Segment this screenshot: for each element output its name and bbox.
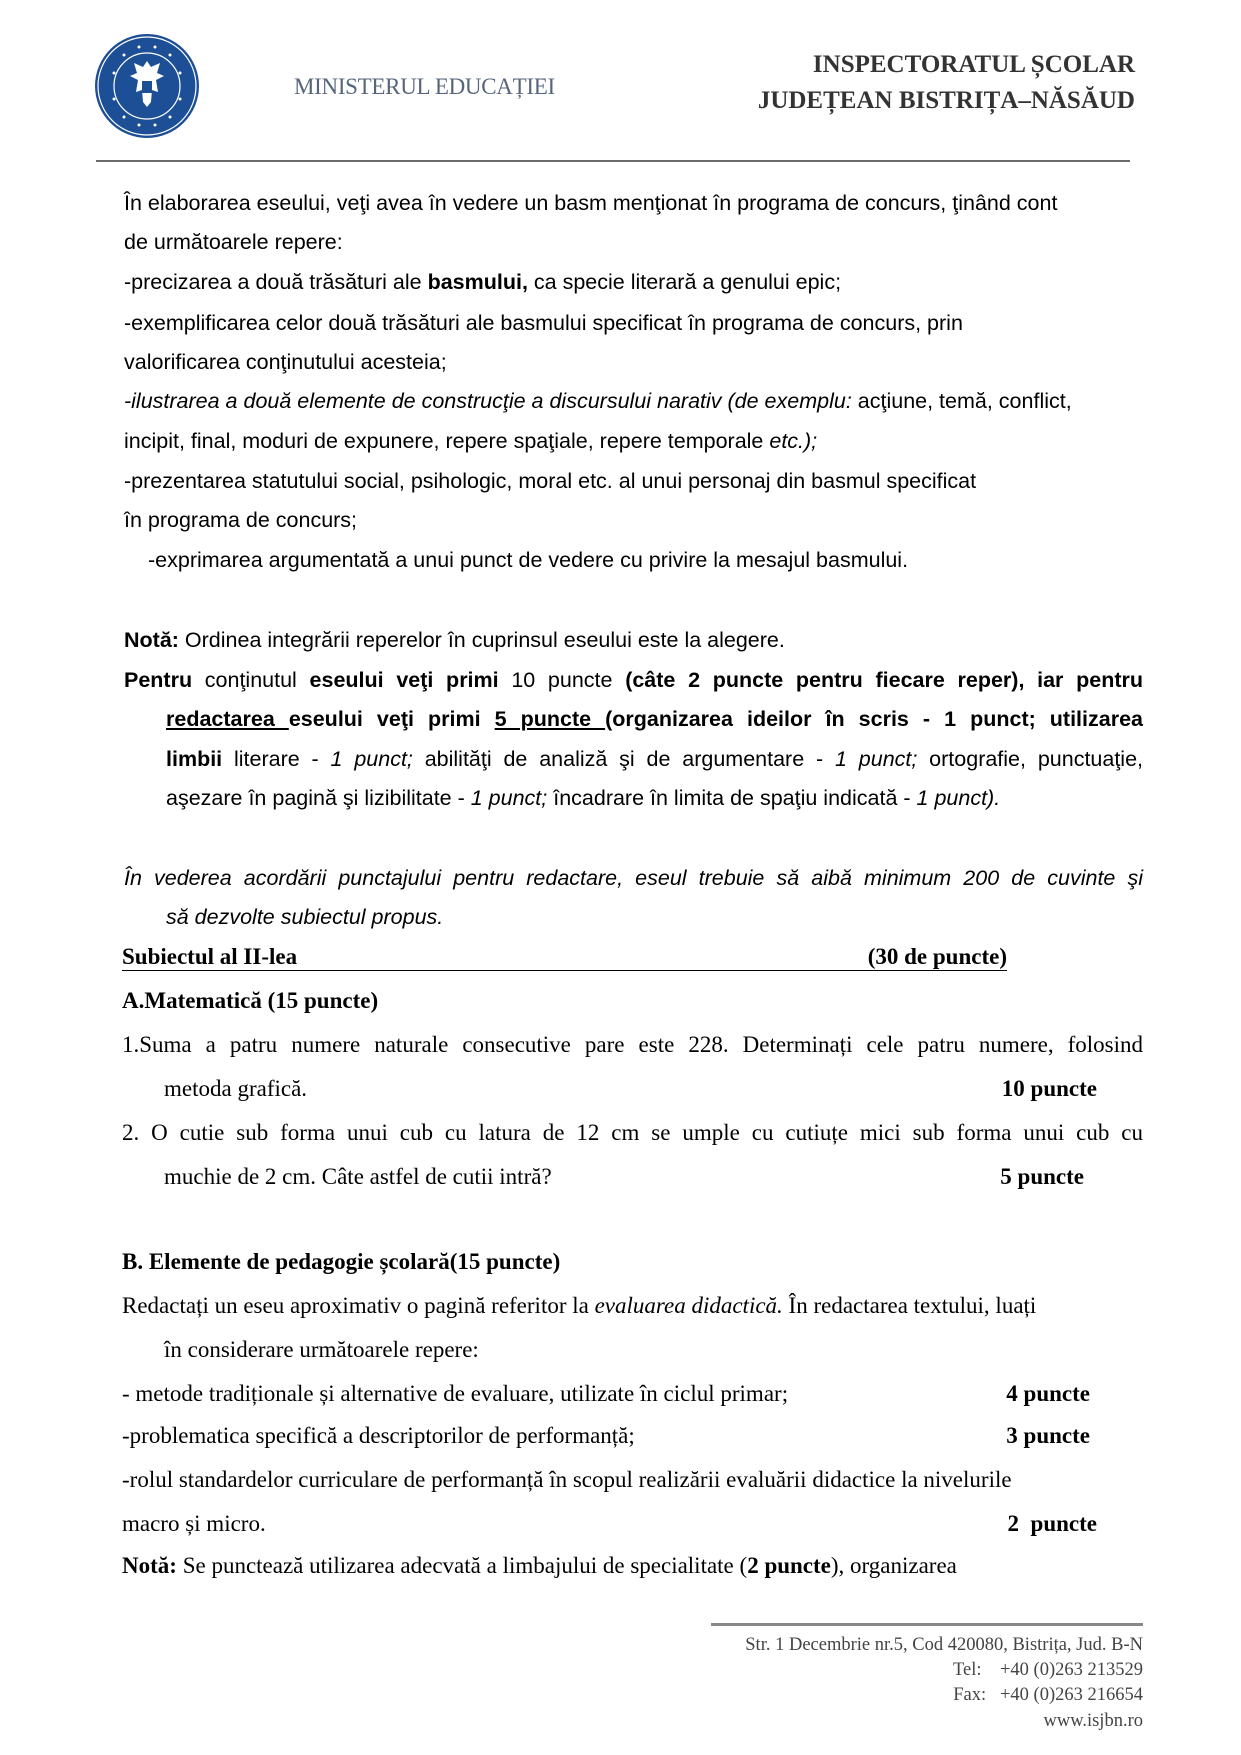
- text-segment: Redactați un eseu aproximativ o pagină referitor la: [122, 1293, 595, 1318]
- text-segment: în considerare următoarele repere:: [164, 1337, 479, 1362]
- text-segment: literare -: [222, 747, 331, 771]
- text-segment: 10 puncte: [498, 668, 626, 692]
- text-line: [124, 665, 1143, 695]
- text-line: [124, 505, 357, 535]
- text-segment: În redactarea textului, luați: [782, 1293, 1037, 1318]
- text-segment: în programa de concurs;: [124, 508, 358, 532]
- subject-2-title: Subiectul al II-lea: [122, 944, 298, 969]
- text-line: [124, 863, 1143, 893]
- text-segment: -prezentarea statutului social, psihologic, moral etc. al unui personaj din basmul specificat: [124, 469, 977, 493]
- text-segment: -exemplificarea celor două trăsături ale basmului specificat în programa de concurs, prin: [124, 311, 963, 335]
- text-segment: acţiune, temă, conflict,: [851, 389, 1072, 413]
- text-line: [124, 347, 447, 377]
- text-segment: Ordinea integrării reperelor în cuprinsul eseului este la alegere.: [178, 628, 785, 652]
- header-divider: [96, 160, 1130, 162]
- text-line: [122, 1291, 1036, 1321]
- text-segment: conţinutul: [192, 668, 310, 692]
- text-line: [166, 744, 1143, 774]
- text-line: [122, 1509, 266, 1539]
- text-segment: de următoarele repere:: [124, 230, 343, 254]
- text-segment: Se punctează utilizarea adecvată a limbajului de specialitate (: [176, 1553, 748, 1578]
- points-reper-2: 3 puncte: [1006, 1423, 1090, 1448]
- text-segment: -exprimarea argumentată a unui punct de vedere cu privire la mesajul basmului.: [148, 548, 909, 572]
- text-line: [122, 1118, 1143, 1148]
- text-line: [164, 1335, 479, 1365]
- text-segment: evaluarea didactică.: [594, 1293, 783, 1318]
- text-segment: B. Elemente de pedagogie școlară(15 puncte): [122, 1249, 561, 1274]
- text-line: [166, 783, 1000, 813]
- text-line: [124, 227, 343, 257]
- text-segment: Pentru: [124, 668, 193, 692]
- text-segment: aşezare în pagină şi lizibilitate -: [166, 786, 471, 810]
- text-segment: încadrare în limita de spaţiu indicată -: [547, 786, 917, 810]
- text-line: [124, 308, 963, 338]
- text-line: [166, 704, 1143, 734]
- text-segment: eseului veţi primi: [309, 668, 499, 692]
- text-line: [122, 1465, 1012, 1495]
- text-segment: 1 punct;: [470, 786, 548, 810]
- text-line: [122, 1421, 635, 1451]
- text-segment: 2. O cutie sub forma unui cub cu latura de 12 cm se umple cu cutiuțe mici sub forma unui cub cu: [122, 1120, 1143, 1145]
- text-segment: - metode tradiționale și alternative de evaluare, utilizate în ciclul primar;: [122, 1381, 789, 1406]
- text-line: [122, 1030, 1143, 1060]
- ministry-name: MINISTERUL EDUCAȚIEI: [294, 74, 555, 99]
- text-line: [148, 545, 908, 575]
- text-segment: (câte 2 puncte pentru fiecare reper), iar pentru: [625, 668, 1143, 692]
- text-segment: macro și micro.: [122, 1511, 266, 1536]
- footer-phone: Tel: +40 (0)263 213529: [952, 1660, 1143, 1680]
- text-segment: -precizarea a două trăsături ale: [124, 270, 428, 294]
- text-segment: A.Matematică (15 puncte): [122, 988, 379, 1013]
- text-line: [124, 188, 1057, 218]
- text-segment: Notă:: [122, 1553, 177, 1578]
- text-line: [124, 267, 841, 297]
- text-segment: muchie de 2 cm. Câte astfel de cutii intră?: [164, 1164, 552, 1189]
- text-line: [122, 986, 378, 1016]
- text-line: [124, 466, 976, 496]
- text-line: [124, 386, 1072, 416]
- text-segment: 1.Suma a patru numere naturale consecutive pare este 228. Determinați cele patru numere, folosind: [122, 1032, 1143, 1057]
- text-segment: Notă:: [124, 628, 179, 652]
- points-math-2: 5 puncte: [1000, 1164, 1084, 1189]
- text-segment: 5 puncte: [494, 707, 606, 731]
- text-segment: redactarea: [166, 707, 289, 731]
- footer-divider: [711, 1623, 1143, 1626]
- points-reper-3: 2 puncte: [1007, 1511, 1097, 1536]
- text-segment: abilităţi de analiză şi de argumentare -: [412, 747, 835, 771]
- text-line: [164, 1162, 552, 1192]
- text-segment: -rolul standardelor curriculare de performanță în scopul realizării evaluării didactice la nivelurile: [122, 1467, 1012, 1492]
- text-line: [124, 625, 785, 655]
- inspectorate-name-line1: INSPECTORATUL ȘCOLAR: [812, 51, 1135, 78]
- text-line: [122, 1551, 957, 1581]
- text-line: [122, 1247, 560, 1277]
- text-segment: eseului veţi primi: [288, 707, 495, 731]
- text-segment: incipit, final, moduri de expunere, repere spaţiale, repere temporale: [124, 429, 770, 453]
- text-line: [166, 902, 443, 932]
- footer-address: Str. 1 Decembrie nr.5, Cod 420080, Bistrița, Jud. B-N: [745, 1635, 1143, 1655]
- points-reper-1: 4 puncte: [1006, 1381, 1090, 1406]
- footer-fax: Fax: +40 (0)263 216654: [953, 1685, 1143, 1705]
- text-segment: ca specie literară a genului epic;: [527, 270, 842, 294]
- text-segment: 1 punct;: [330, 747, 413, 771]
- subject-2-points: (30 de puncte): [867, 944, 1007, 969]
- text-line: [122, 1379, 788, 1409]
- text-segment: ortografie, punctuaţie,: [917, 747, 1144, 771]
- text-line: [124, 426, 817, 456]
- text-segment: 2 puncte: [747, 1553, 831, 1578]
- text-segment: ), organizarea: [830, 1553, 957, 1578]
- text-segment: 1 punct).: [916, 786, 1001, 810]
- text-segment: În elaborarea eseului, veţi avea în vedere un basm menţionat în programa de concurs, ţinând cont: [124, 191, 1058, 215]
- points-math-1: 10 puncte: [1001, 1076, 1097, 1101]
- text-segment: 1 punct;: [835, 747, 918, 771]
- footer-website[interactable]: www.isjbn.ro: [1043, 1711, 1143, 1731]
- text-segment: valorificarea conţinutului acesteia;: [124, 350, 447, 374]
- text-segment: (organizarea ideilor în scris - 1 punct; utilizarea: [605, 707, 1143, 731]
- subject-2-heading: [122, 944, 1007, 971]
- text-segment: etc.);: [769, 429, 818, 453]
- text-segment: limbii: [166, 747, 223, 771]
- text-segment: metoda grafică.: [164, 1076, 308, 1101]
- text-line: [164, 1074, 307, 1104]
- text-segment: să dezvolte subiectul propus.: [166, 905, 444, 929]
- text-segment: -ilustrarea a două elemente de construcţie a discursului narativ (de exemplu:: [124, 389, 852, 413]
- text-segment: basmului,: [427, 270, 528, 294]
- text-segment: În vederea acordării punctajului pentru redactare, eseul trebuie să aibă minimum 200 de cuvinte şi: [124, 866, 1143, 890]
- text-segment: -problematica specifică a descriptorilor de performanță;: [122, 1423, 635, 1448]
- inspectorate-name-line2: JUDEȚEAN BISTRIȚA–NĂSĂUD: [757, 87, 1135, 114]
- government-logo-icon: [94, 33, 200, 139]
